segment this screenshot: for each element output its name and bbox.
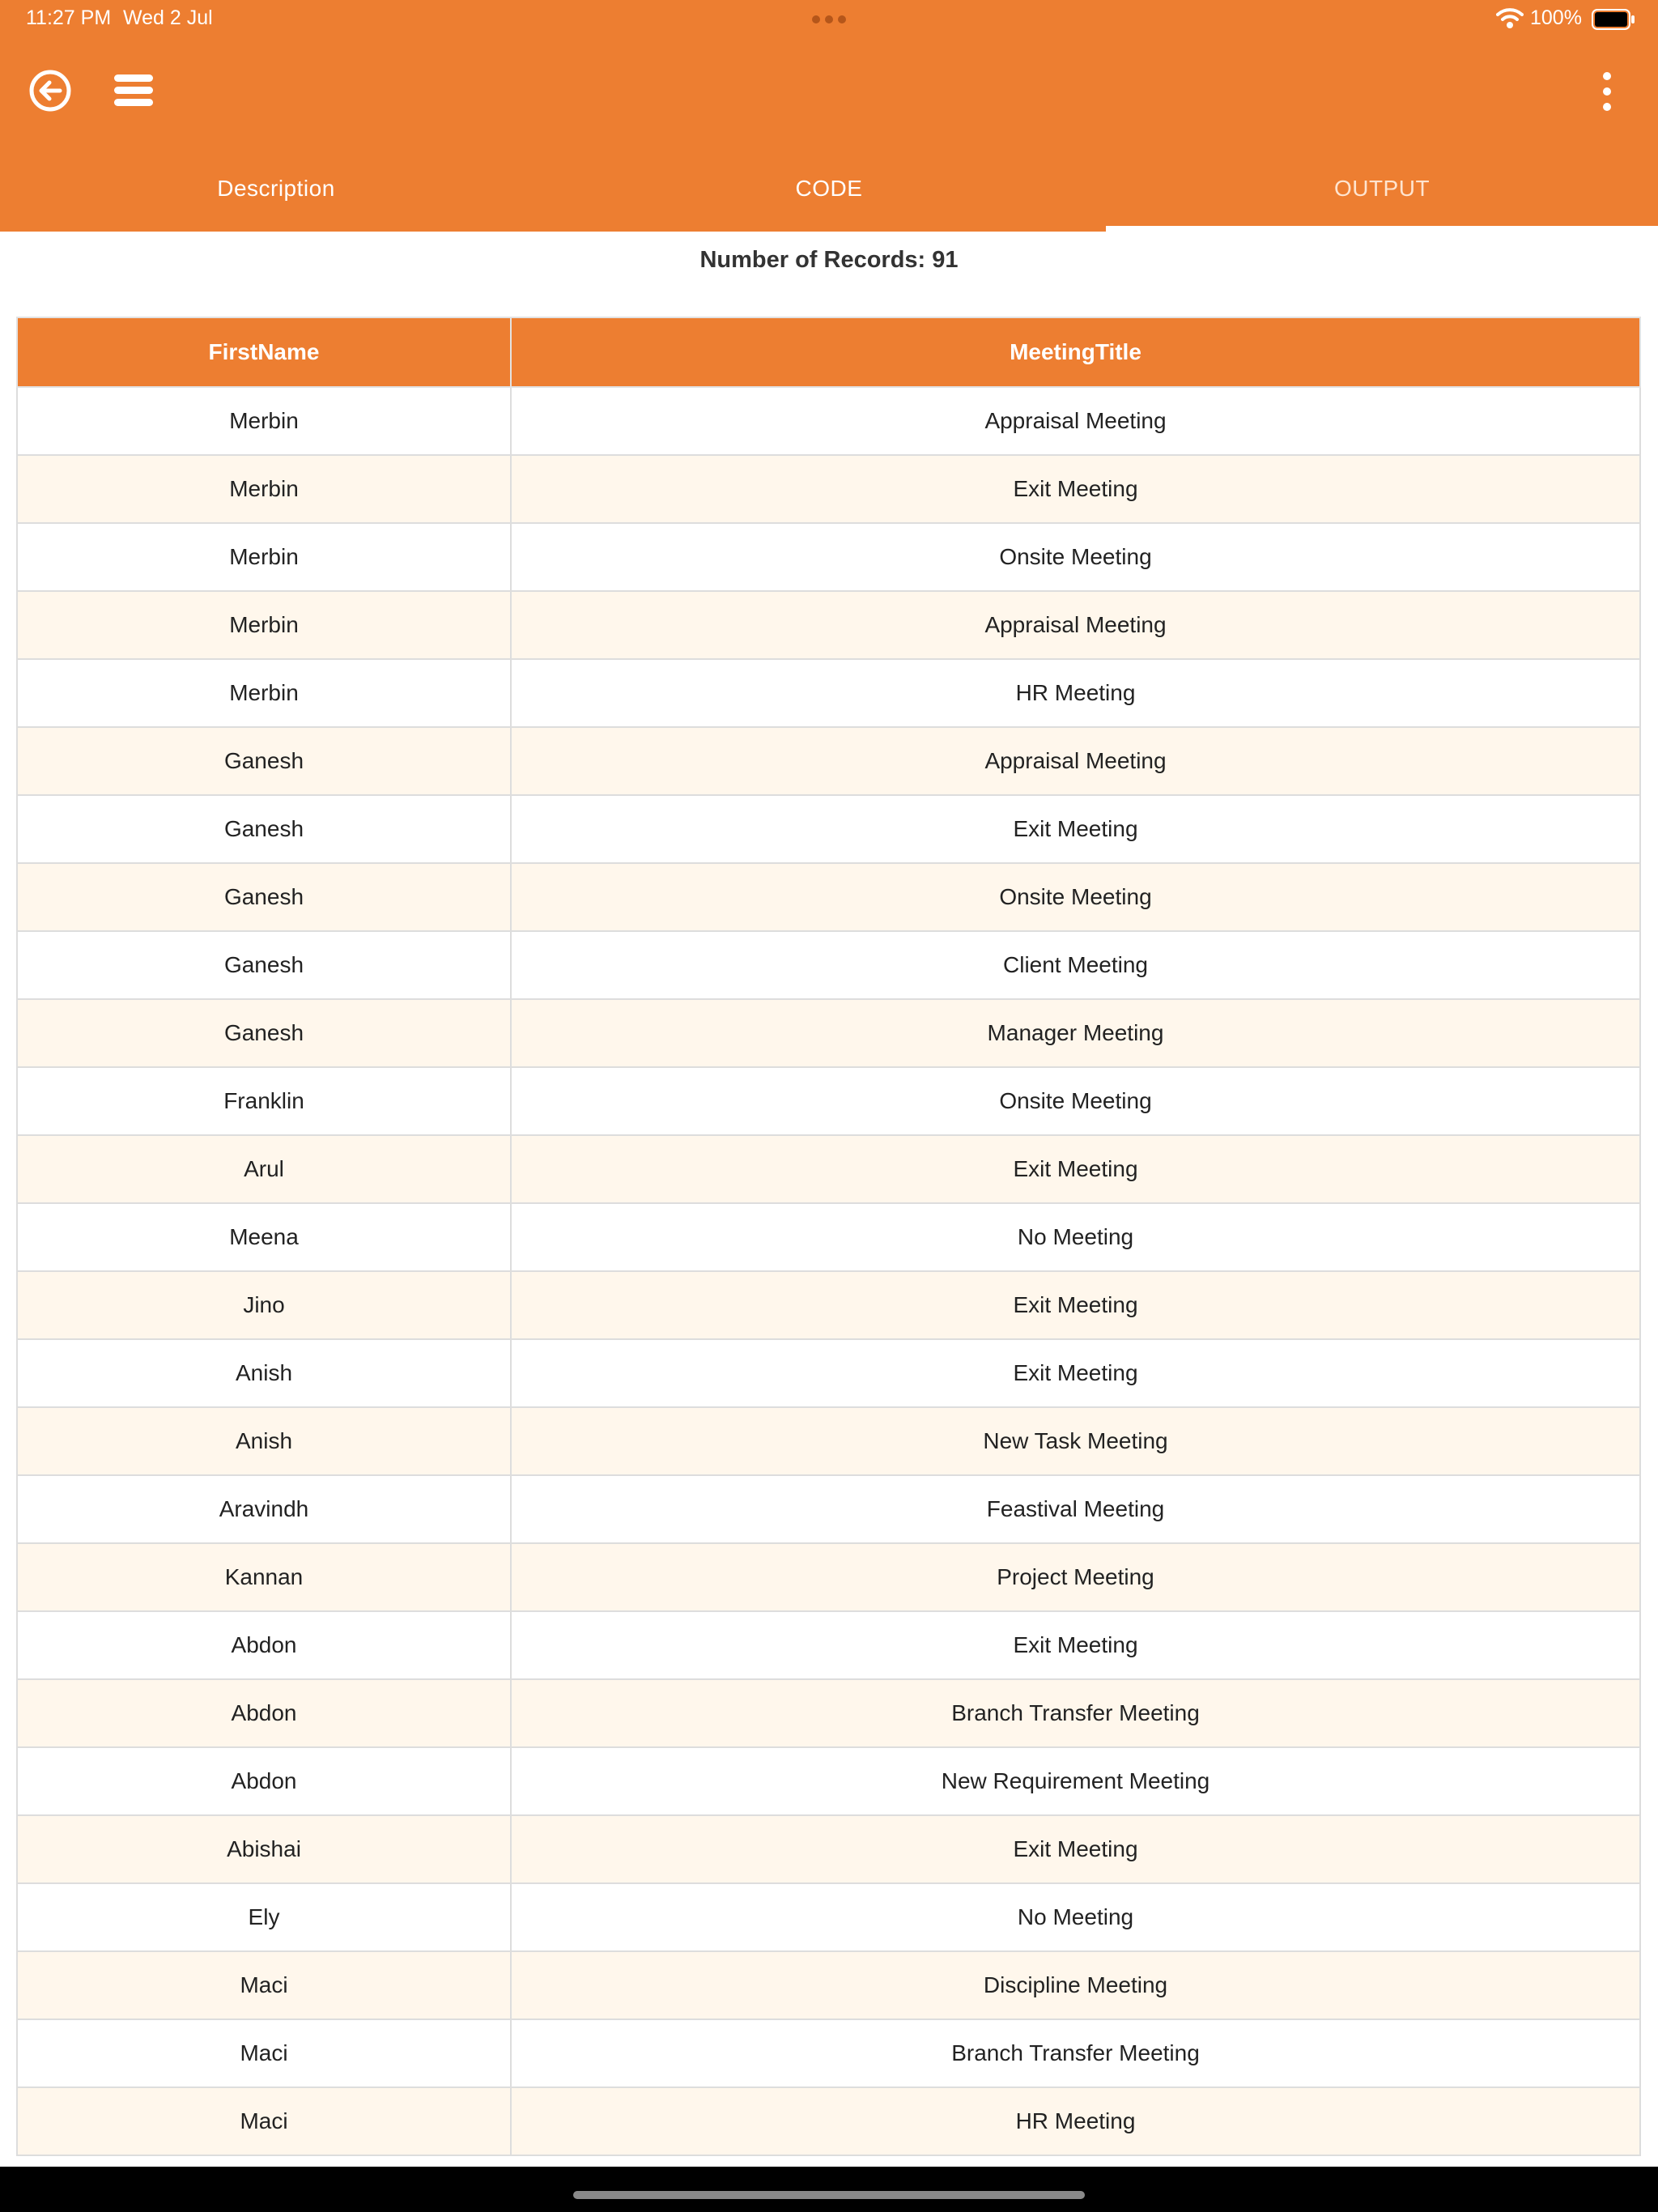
cell-firstname: Maci — [17, 2019, 511, 2087]
table-row — [17, 2087, 1640, 2155]
cell-meetingtitle: Client Meeting — [511, 931, 1640, 999]
cell-firstname: Abdon — [17, 1747, 511, 1815]
cell-firstname: Merbin — [17, 659, 511, 727]
table-row — [17, 1203, 1640, 1271]
table-row — [17, 591, 1640, 659]
cell-firstname: Merbin — [17, 387, 511, 455]
cell-meetingtitle: Exit Meeting — [511, 1135, 1640, 1203]
app-header — [0, 0, 1658, 232]
cell-firstname: Ganesh — [17, 863, 511, 931]
table-row — [17, 931, 1640, 999]
cell-meetingtitle: No Meeting — [511, 1883, 1640, 1951]
home-indicator[interactable] — [573, 2191, 1085, 2199]
cell-firstname: Merbin — [17, 591, 511, 659]
cell-firstname: Abdon — [17, 1611, 511, 1679]
cell-firstname: Franklin — [17, 1067, 511, 1135]
battery-icon — [1592, 9, 1635, 30]
cell-firstname: Ely — [17, 1883, 511, 1951]
cell-meetingtitle: Exit Meeting — [511, 795, 1640, 863]
cell-firstname: Meena — [17, 1203, 511, 1271]
cell-firstname: Arul — [17, 1135, 511, 1203]
table-row — [17, 1067, 1640, 1135]
wifi-icon — [1496, 6, 1524, 29]
active-tab-indicator — [1106, 226, 1658, 232]
multitasking-dots-icon[interactable] — [810, 11, 848, 28]
table-row — [17, 523, 1640, 591]
cell-meetingtitle: Exit Meeting — [511, 455, 1640, 523]
tab-bar — [0, 146, 1658, 232]
cell-meetingtitle: New Task Meeting — [511, 1407, 1640, 1475]
table-row — [17, 1747, 1640, 1815]
status-time: 11:27 PM — [26, 6, 112, 29]
table-row — [17, 1815, 1640, 1883]
cell-firstname: Kannan — [17, 1543, 511, 1611]
column-header-meetingtitle: MeetingTitle — [511, 317, 1640, 387]
cell-meetingtitle: Branch Transfer Meeting — [511, 2019, 1640, 2087]
tab-code[interactable]: CODE — [795, 176, 863, 201]
tab-output[interactable]: OUTPUT — [1333, 176, 1431, 201]
cell-firstname: Merbin — [17, 523, 511, 591]
status-date: Wed 2 Jul — [123, 6, 213, 29]
cell-meetingtitle: Exit Meeting — [511, 1271, 1640, 1339]
cell-firstname: Ganesh — [17, 931, 511, 999]
home-indicator-area — [0, 2167, 1658, 2212]
table-row — [17, 659, 1640, 727]
cell-firstname: Abdon — [17, 1679, 511, 1747]
table-row — [17, 795, 1640, 863]
cell-meetingtitle: HR Meeting — [511, 659, 1640, 727]
cell-firstname: Abishai — [17, 1815, 511, 1883]
cell-firstname: Ganesh — [17, 795, 511, 863]
back-arrow-icon[interactable] — [24, 65, 76, 117]
cell-meetingtitle: Manager Meeting — [511, 999, 1640, 1067]
cell-firstname: Anish — [17, 1339, 511, 1407]
cell-meetingtitle: Onsite Meeting — [511, 1067, 1640, 1135]
hamburger-menu-icon[interactable] — [109, 70, 158, 112]
cell-firstname: Ganesh — [17, 727, 511, 795]
cell-meetingtitle: Exit Meeting — [511, 1339, 1640, 1407]
status-bar — [0, 0, 1658, 39]
cell-meetingtitle: Project Meeting — [511, 1543, 1640, 1611]
table-row — [17, 1543, 1640, 1611]
cell-firstname: Maci — [17, 2087, 511, 2155]
cell-firstname: Anish — [17, 1407, 511, 1475]
table-row — [17, 1339, 1640, 1407]
cell-meetingtitle: Appraisal Meeting — [511, 727, 1640, 795]
tab-description[interactable]: Description — [217, 176, 335, 201]
battery-percentage: 100% — [1530, 6, 1582, 29]
cell-meetingtitle: Branch Transfer Meeting — [511, 1679, 1640, 1747]
table-row — [17, 1883, 1640, 1951]
table-row — [17, 1611, 1640, 1679]
cell-firstname: Ganesh — [17, 999, 511, 1067]
output-table — [16, 317, 1641, 2156]
table-header-row — [17, 317, 1640, 387]
cell-meetingtitle: Onsite Meeting — [511, 523, 1640, 591]
cell-meetingtitle: HR Meeting — [511, 2087, 1640, 2155]
table-row — [17, 2019, 1640, 2087]
cell-meetingtitle: No Meeting — [511, 1203, 1640, 1271]
record-count: Number of Records: 91 — [699, 247, 959, 273]
output-table-container — [16, 317, 1641, 2156]
cell-meetingtitle: Discipline Meeting — [511, 1951, 1640, 2019]
more-options-icon[interactable] — [1595, 68, 1619, 115]
column-header-firstname: FirstName — [17, 317, 511, 387]
table-row — [17, 727, 1640, 795]
cell-firstname: Jino — [17, 1271, 511, 1339]
cell-firstname: Merbin — [17, 455, 511, 523]
table-row — [17, 1951, 1640, 2019]
table-row — [17, 1475, 1640, 1543]
cell-meetingtitle: Exit Meeting — [511, 1815, 1640, 1883]
table-row — [17, 863, 1640, 931]
table-row — [17, 1135, 1640, 1203]
cell-firstname: Aravindh — [17, 1475, 511, 1543]
table-row — [17, 387, 1640, 455]
table-row — [17, 1271, 1640, 1339]
table-row — [17, 1407, 1640, 1475]
cell-firstname: Maci — [17, 1951, 511, 2019]
cell-meetingtitle: Appraisal Meeting — [511, 387, 1640, 455]
cell-meetingtitle: Onsite Meeting — [511, 863, 1640, 931]
cell-meetingtitle: Appraisal Meeting — [511, 591, 1640, 659]
cell-meetingtitle: Exit Meeting — [511, 1611, 1640, 1679]
cell-meetingtitle: Feastival Meeting — [511, 1475, 1640, 1543]
table-row — [17, 455, 1640, 523]
cell-meetingtitle: New Requirement Meeting — [511, 1747, 1640, 1815]
table-row — [17, 1679, 1640, 1747]
table-row — [17, 999, 1640, 1067]
